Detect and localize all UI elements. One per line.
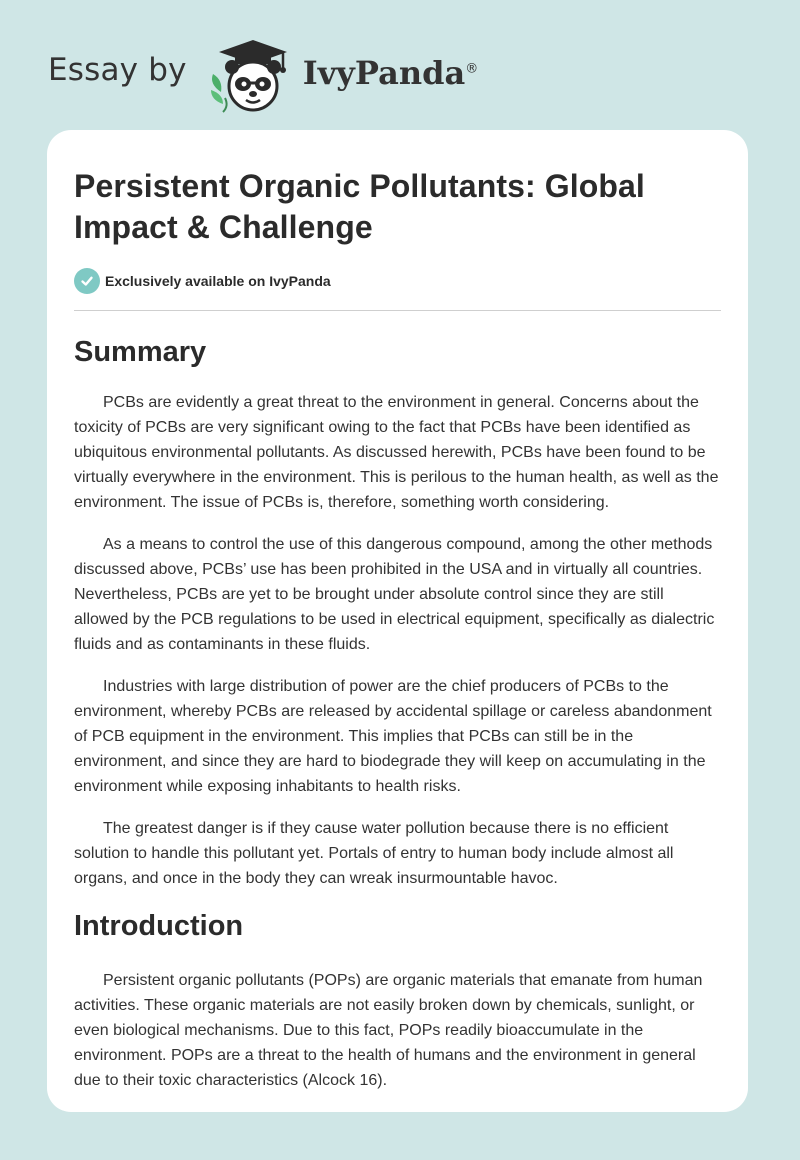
section-heading-introduction: Introduction: [74, 910, 244, 942]
page-title: Persistent Organic Pollutants: Global Impact & Challenge: [74, 168, 645, 245]
summary-paragraph: The greatest danger is if they cause water pollution because there is no efficient solution to handle this pollutant yet. Portals of entry to human body include almost all organs, and once in the body they can wreak insurmountable havoc.: [74, 820, 674, 887]
exclusive-badge: [74, 268, 721, 294]
summary-paragraph: As a means to control the use of this dangerous compound, among the other methods discussed above, PCBs’ use has been prohibited in the USA and in virtually all countries. Nevertheless, PCBs are yet to be brought under absolute control since they are still allowed by the PCB regulations to be used in electrical equipment, specifically as dialectric fluids and as contaminants in these fluids.: [74, 536, 715, 653]
trademark-symbol: ®: [465, 61, 479, 77]
section-heading-summary: Summary: [74, 336, 207, 368]
summary-paragraph: Industries with large distribution of power are the chief producers of PCBs to the environment, whereby PCBs are released by accidental spillage or careless abandonment of PCB equipment in the environment. This implies that PCBs can still be in the environment, and since they are hard to biodegrade they will keep on accumulating in the environment while exposing inhabitants to health risks.: [74, 678, 712, 795]
article-card: [47, 130, 748, 1112]
exclusive-badge-label: Exclusively available on IvyPanda: [105, 273, 331, 289]
essay-by-label: Essay by: [48, 52, 187, 88]
panda-graduate-logo-icon[interactable]: [201, 34, 297, 114]
brand-name[interactable]: IvyPanda®: [302, 54, 479, 92]
site-header: [48, 34, 648, 114]
checkmark-icon: [74, 268, 100, 294]
introduction-paragraph: Persistent organic pollutants (POPs) are organic materials that emanate from human activities. These organic materials are not easily broken down by chemicals, sunlight, or even biological mechanisms. Due to this fact, POPs readily bioaccumulate in the environment. POPs are a threat to the health of humans and the environment in general due to their toxic characteristics (Alcock 16).: [74, 972, 703, 1089]
summary-paragraph: PCBs are evidently a great threat to the environment in general. Concerns about the toxicity of PCBs are very significant owing to the fact that PCBs have been identified as ubiquitous environmental pollutants. As discussed herewith, PCBs have been found to be virtually everywhere in the environment. This is perilous to the human health, as well as the environment. The issue of PCBs is, therefore, something worth considering.: [74, 394, 719, 511]
divider: [74, 310, 721, 311]
